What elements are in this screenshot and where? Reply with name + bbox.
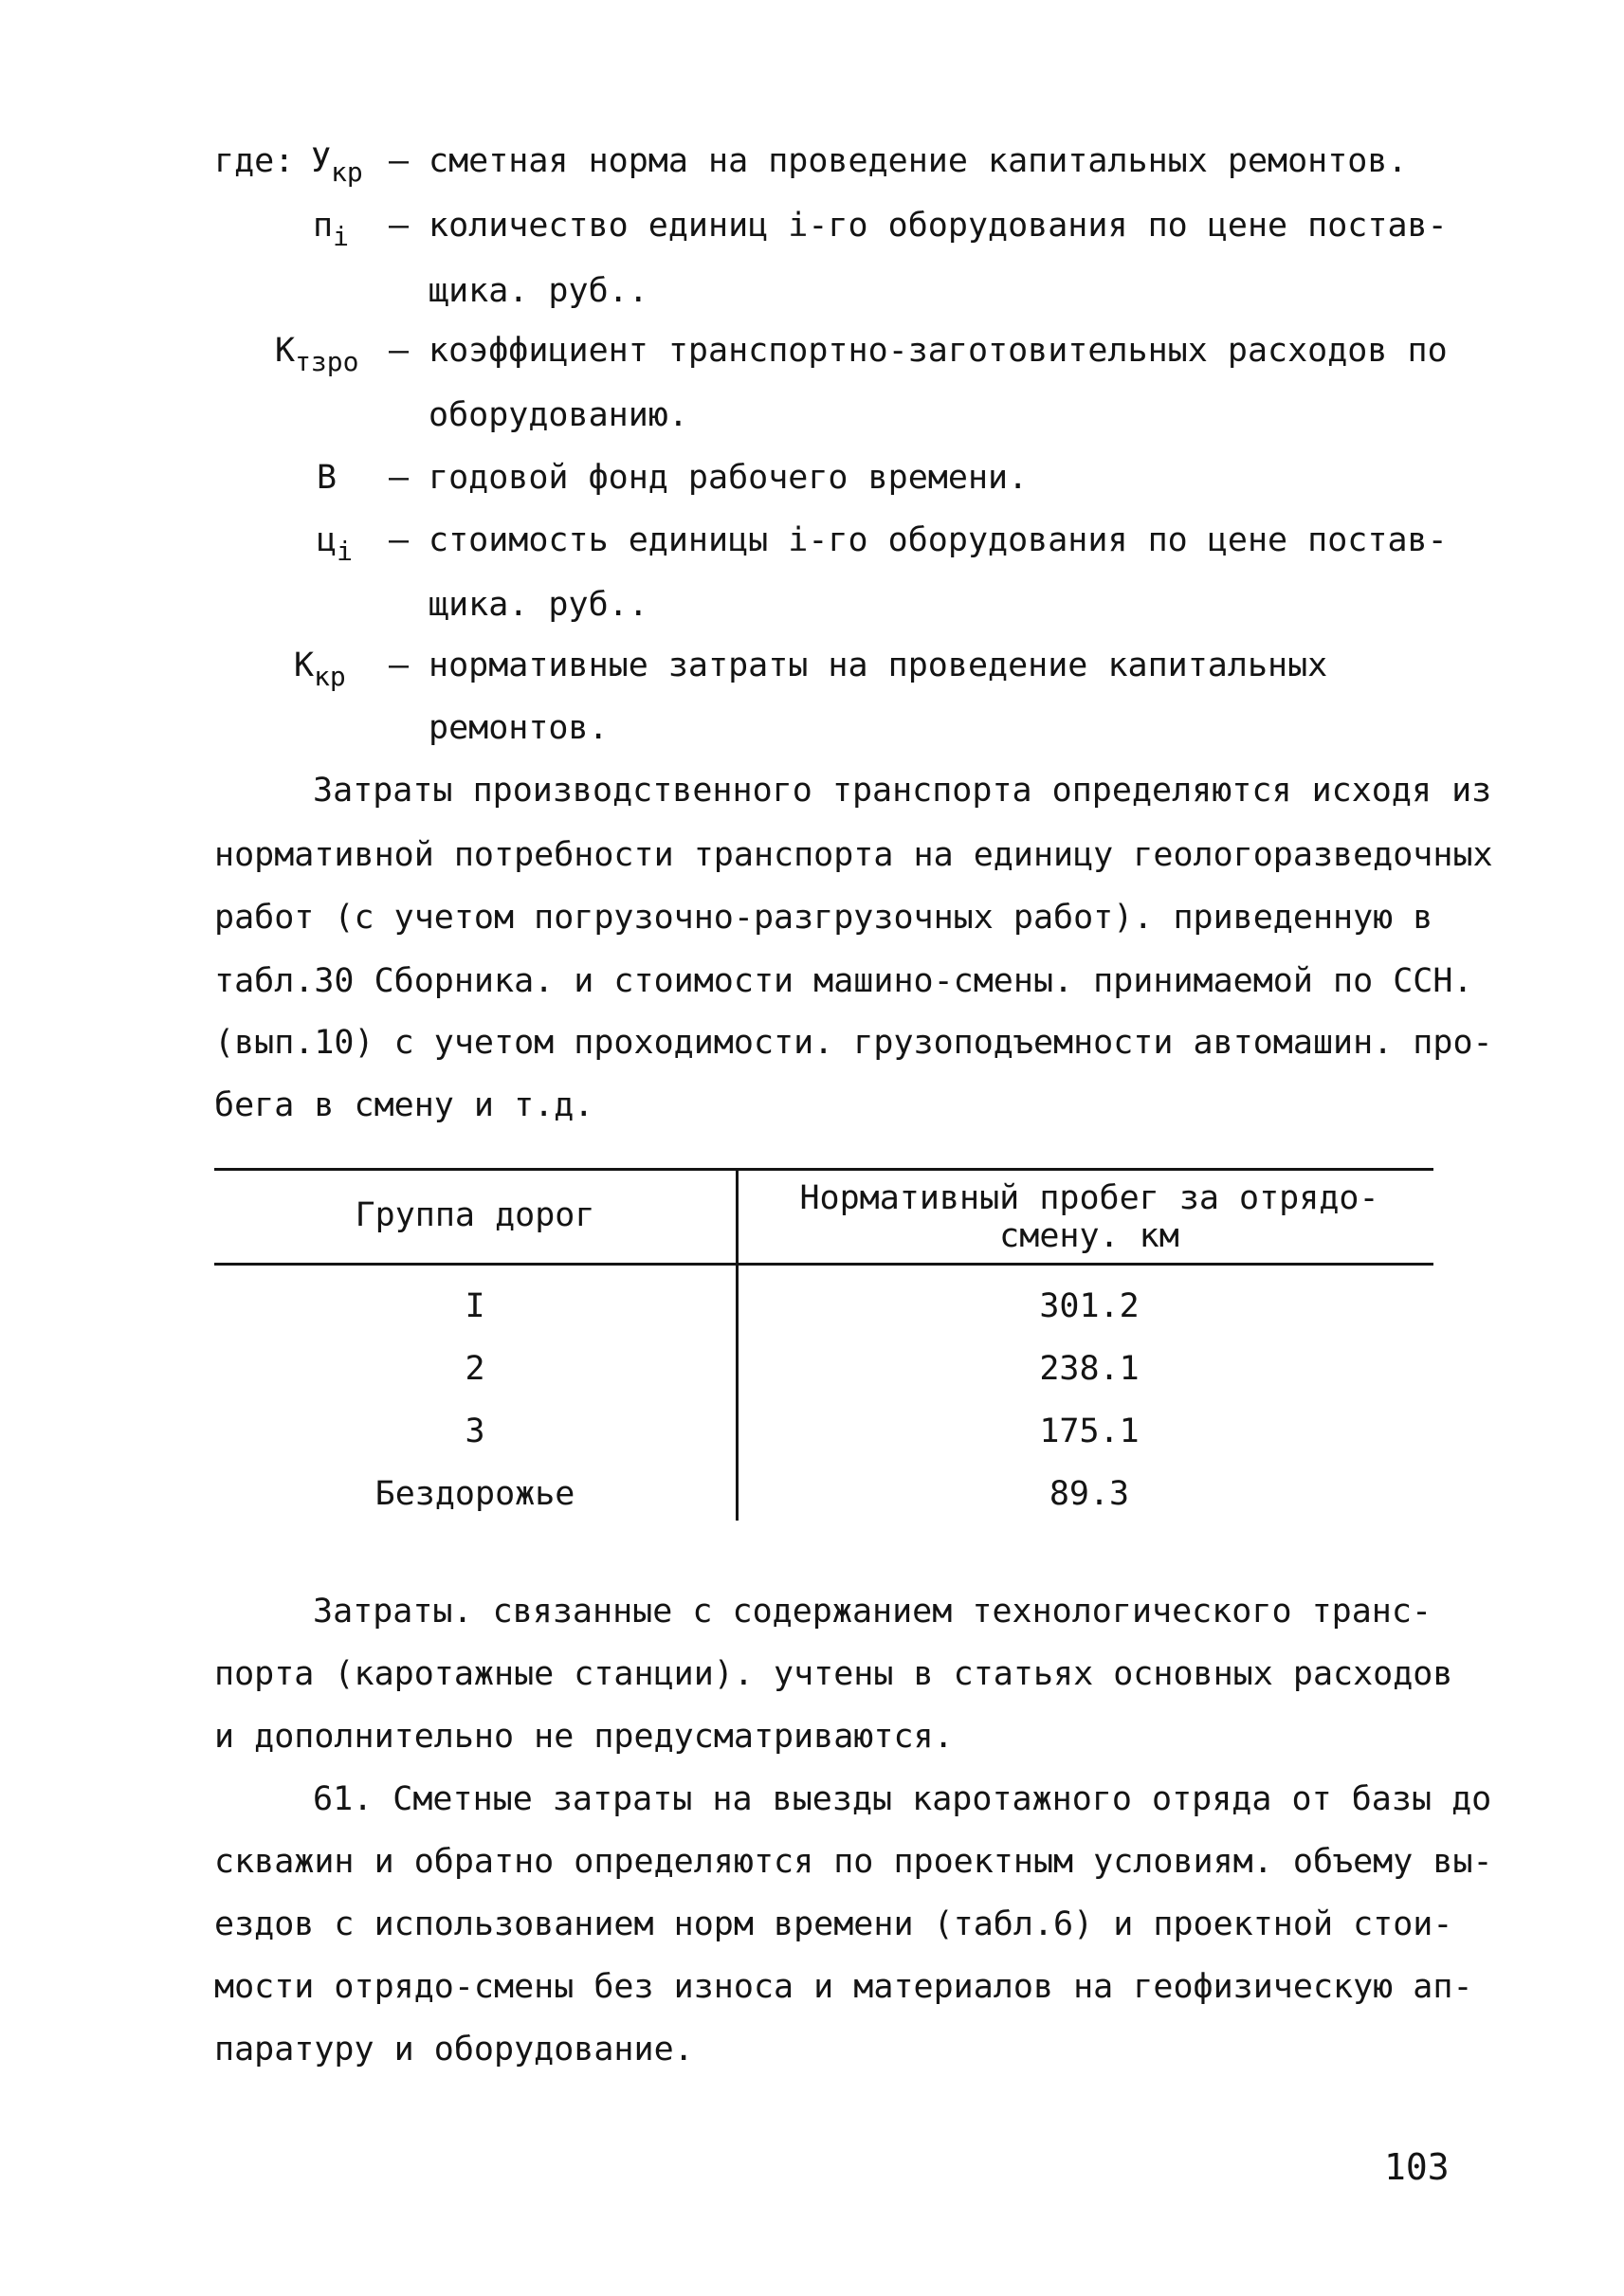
symbol-ts-i: $ц_i$ [317, 521, 353, 567]
definition-dash: – [389, 521, 410, 559]
definition-text: стоимость единицы i-го оборудования по цене постав- [429, 521, 1448, 559]
paragraph-line: табл.30 Сборника. и стоимости машино-смены. принимаемой по ССН. [214, 962, 1473, 1000]
paragraph-line: Затраты производственного транспорта определяются исходя из [313, 772, 1492, 810]
definition-text: нормативные затраты на проведение капитальных [429, 647, 1328, 684]
symbol-k-kr: $К_{кр}$ [294, 647, 346, 692]
definition-dash: – [389, 647, 410, 684]
symbol-v: В [317, 459, 338, 497]
table-cell-road-group: I [465, 1287, 485, 1325]
definition-dash: – [389, 332, 410, 370]
paragraph-line: порта (каротажные станции). учтены в статьях основных расходов [214, 1655, 1453, 1693]
paragraph-line: мости отрядо-смены без износа и материалов на геофизическую ап- [214, 1968, 1473, 2006]
paragraph-line: 61. Сметные затраты на выезды каротажного отряда от базы до [313, 1780, 1492, 1818]
table-header-mileage-continued: смену. км [999, 1217, 1179, 1255]
table-cell-mileage: 175.1 [1039, 1412, 1140, 1450]
table-cell-road-group: Бездорожье [374, 1475, 575, 1513]
paragraph-line: работ (с учетом погрузочно-разгрузочных работ). приведенную в [214, 899, 1433, 937]
paragraph-line: и дополнительно не предусматриваются. [214, 1718, 954, 1756]
table-cell-road-group: 3 [465, 1412, 485, 1450]
definition-text: количество единиц i-го оборудования по цене постав- [429, 207, 1448, 245]
definition-text: годовой фонд рабочего времени. [429, 459, 1029, 497]
table-cell-mileage: 301.2 [1039, 1287, 1140, 1325]
table-cell-mileage: 89.3 [1049, 1475, 1130, 1513]
table-top-rule [214, 1168, 1433, 1171]
paragraph-line: нормативной потребности транспорта на единицу геологоразведочных [214, 836, 1493, 874]
table-header-road-group: Группа дорог [355, 1196, 595, 1234]
table-header-mileage: Нормативный пробег за отрядо- [799, 1179, 1379, 1217]
paragraph-line: Затраты. связанные с содержанием технологического транс- [313, 1593, 1432, 1631]
table-cell-road-group: 2 [465, 1350, 485, 1388]
paragraph-line: (вып.10) с учетом проходимости. грузоподъемности автомашин. про- [214, 1024, 1493, 1062]
table-column-divider [736, 1168, 739, 1521]
definition-dash: – [389, 142, 410, 180]
definition-dash: – [389, 459, 410, 497]
symbol-u-kr: $У_{кр}$ [311, 142, 363, 188]
definition-text: сметная норма на проведение капитальных ремонтов. [429, 142, 1408, 180]
page-number: 103 [1384, 2146, 1450, 2188]
paragraph-line: бега в смену и т.д. [214, 1086, 594, 1124]
definition-dash: – [389, 207, 410, 245]
paragraph-line: паратуру и оборудование. [214, 2031, 694, 2068]
definition-text: коэффициент транспортно-заготовительных расходов по [429, 332, 1448, 370]
definition-text-continued: щика. руб.. [429, 586, 648, 624]
table-header-rule [214, 1263, 1433, 1266]
mileage-table [214, 1168, 1433, 1521]
definition-text-continued: щика. руб.. [429, 272, 648, 310]
symbol-k-tzro: $К_{тзро}$ [275, 332, 359, 377]
symbol-n-i: $п_i$ [313, 207, 349, 252]
definition-text-continued: оборудованию. [429, 396, 688, 434]
table-cell-mileage: 238.1 [1039, 1350, 1140, 1388]
definitions-intro: где: [214, 142, 295, 180]
paragraph-line: ездов с использованием норм времени (табл.6) и проектной стои- [214, 1905, 1453, 1943]
paragraph-line: скважин и обратно определяются по проектным условиям. объему вы- [214, 1843, 1493, 1881]
definition-text-continued: ремонтов. [429, 709, 609, 747]
